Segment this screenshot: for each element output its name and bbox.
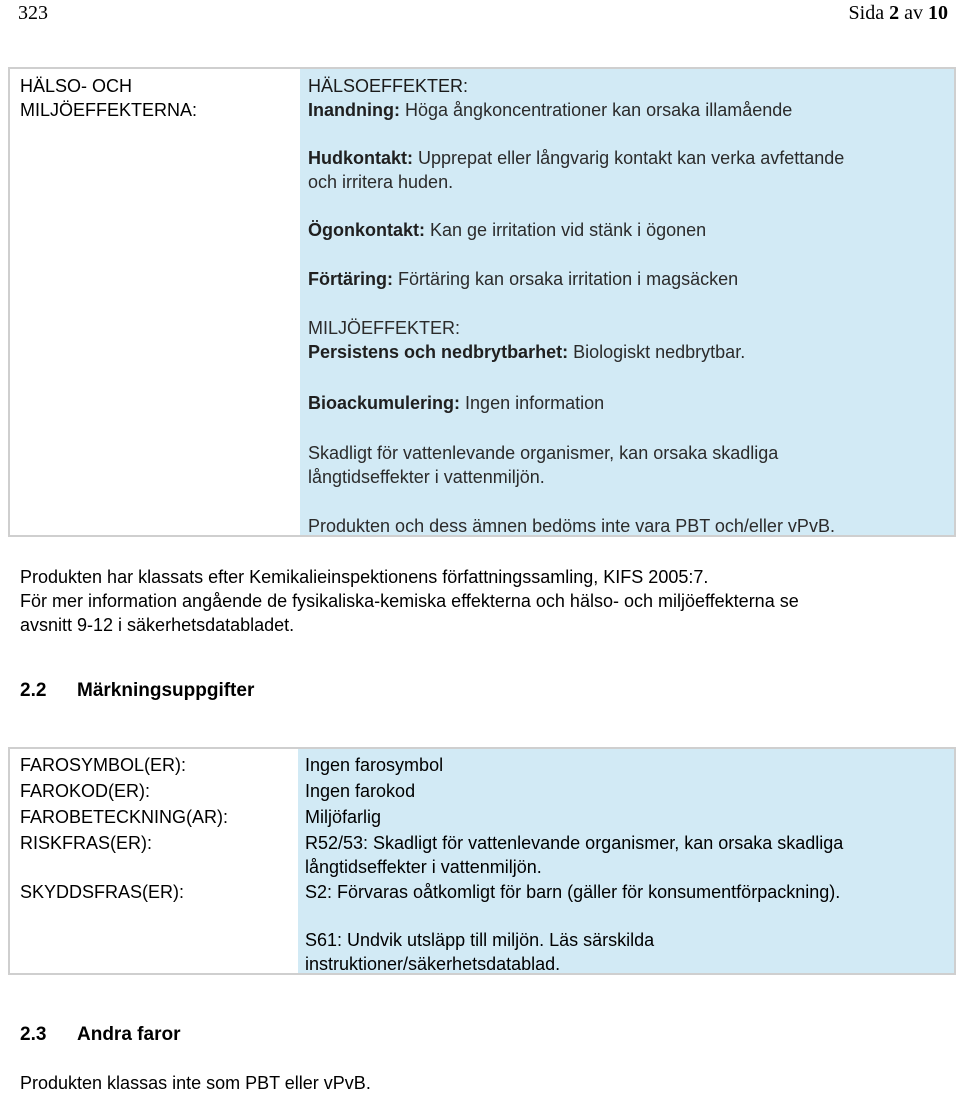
- effects-label-line2: MILJÖEFFEKTERNA:: [20, 100, 198, 120]
- bio-label: Bioackumulering:: [308, 393, 461, 413]
- section-2-2-number: 2.2: [20, 680, 47, 701]
- page-indicator: [849, 2, 948, 25]
- page-current: 2: [889, 2, 900, 24]
- skyddsfras-s61-line1: S61: Undvik utsläpp till miljön. Läs särskilda: [305, 930, 655, 950]
- riskfras-label: RISKFRAS(ER):: [20, 833, 153, 853]
- classification-line2: För mer information angående de fysikaliska-kemiska effekterna och hälso- och miljöeffekterna se: [20, 591, 799, 611]
- miljo-title: MILJÖEFFEKTER:: [308, 318, 461, 338]
- effects-label: [20, 74, 197, 122]
- classification-line3: avsnitt 9-12 i säkerhetsdatabladet.: [20, 615, 295, 635]
- section-2-2-title: Märkningsuppgifter: [77, 680, 255, 701]
- skyddsfras-s2: S2: Förvaras oåtkomligt för barn (gäller för konsumentförpackning).: [305, 882, 841, 902]
- farobeteckning-label: FAROBETECKNING(AR):: [20, 807, 229, 827]
- inandning-row: [308, 98, 792, 122]
- effects-label-line1: HÄLSO- OCH: [20, 76, 133, 96]
- pbt-text: Produkten och dess ämnen bedöms inte vara PBT och/eller vPvB.: [308, 516, 835, 536]
- riskfras-value-line2: långtidseffekter i vattenmiljön.: [305, 857, 542, 877]
- inandning-text: Höga ångkoncentrationer kan orsaka illamående: [405, 100, 793, 120]
- farosymbol-label: FAROSYMBOL(ER):: [20, 755, 187, 775]
- farosymbol-value: Ingen farosymbol: [305, 755, 444, 775]
- fortaring-label: Förtäring:: [308, 269, 393, 289]
- section-2-3-title: Andra faror: [77, 1024, 181, 1045]
- riskfras-value-line1: R52/53: Skadligt för vattenlevande organismer, kan orsaka skadliga: [305, 833, 844, 853]
- bio-text: Ingen information: [465, 393, 605, 413]
- persistens-row: [308, 340, 745, 364]
- farokod-label: FAROKOD(ER):: [20, 781, 151, 801]
- hud-text-line1: Upprepat eller långvarig kontakt kan verka avfettande: [418, 148, 845, 168]
- hud-text-line2: och irritera huden.: [308, 172, 454, 192]
- farobeteckning-value: Miljöfarlig: [305, 807, 382, 827]
- hud-label: Hudkontakt:: [308, 148, 413, 168]
- section-2-3-number: 2.3: [20, 1024, 47, 1045]
- skadligt-line2: långtidseffekter i vattenmiljön.: [308, 467, 545, 487]
- bio-row: [308, 391, 604, 415]
- section-2-3-text: Produkten klassas inte som PBT eller vPvB.: [20, 1073, 371, 1093]
- skyddsfras-s61-line2: instruktioner/säkerhetsdatablad.: [305, 954, 561, 974]
- skadligt-line1: Skadligt för vattenlevande organismer, kan orsaka skadliga: [308, 443, 779, 463]
- classification-line1: Produkten har klassats efter Kemikalieinspektionens författningssamling, KIFS 2005:7.: [20, 567, 709, 587]
- page-separator: av: [904, 2, 923, 24]
- halso-title: HÄLSOEFFEKTER:: [308, 76, 469, 96]
- page-prefix: Sida: [848, 2, 885, 24]
- inandning-label: Inandning:: [308, 100, 400, 120]
- ogon-text: Kan ge irritation vid stänk i ögonen: [430, 220, 707, 240]
- persistens-label: Persistens och nedbrytbarhet:: [308, 342, 569, 362]
- skyddsfras-s61: [305, 928, 654, 976]
- fortaring-row: [308, 267, 738, 291]
- ogon-row: [308, 218, 706, 242]
- page-total: 10: [928, 2, 948, 24]
- classification-paragraph: [20, 565, 799, 637]
- ogon-label: Ögonkontakt:: [308, 220, 425, 240]
- persistens-text: Biologiskt nedbrytbar.: [573, 342, 746, 362]
- fortaring-text: Förtäring kan orsaka irritation i magsäcken: [398, 269, 739, 289]
- skadligt-text: [308, 441, 778, 489]
- farokod-value: Ingen farokod: [305, 781, 416, 801]
- skyddsfras-label: SKYDDSFRAS(ER):: [20, 882, 185, 902]
- document-number: 323: [18, 2, 48, 24]
- hud-row: [308, 146, 844, 194]
- riskfras-value: [305, 831, 843, 879]
